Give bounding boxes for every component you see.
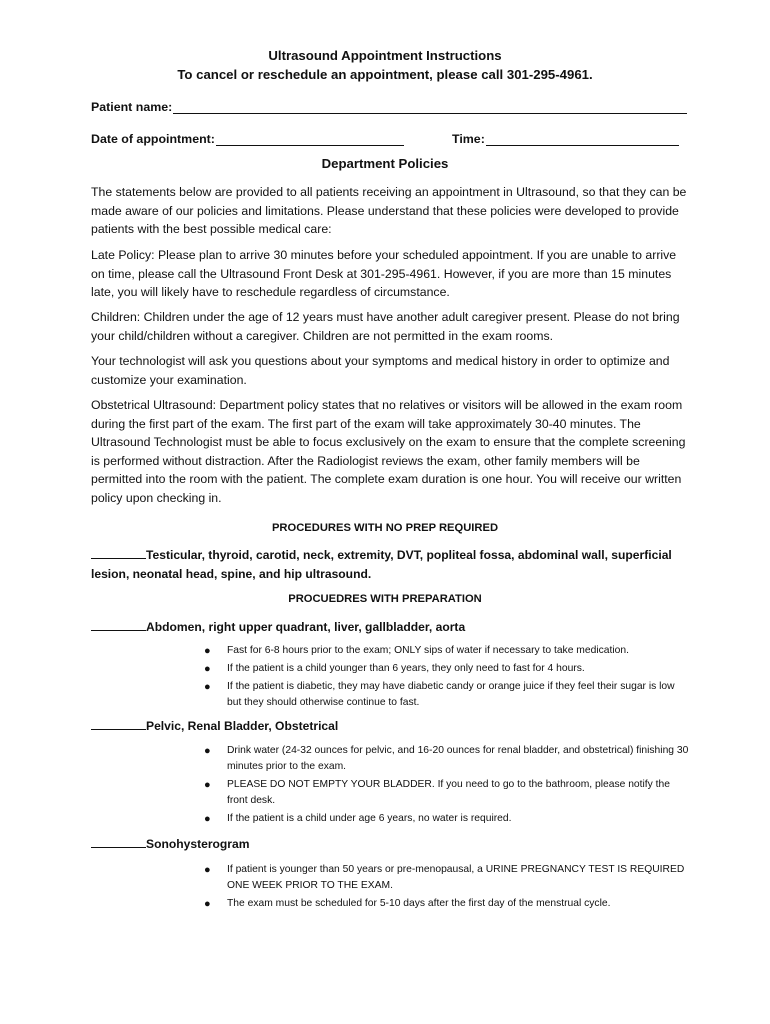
abdomen-check-blank[interactable] — [91, 619, 146, 631]
patient-name-field[interactable] — [91, 100, 687, 114]
appointment-date-field[interactable] — [91, 132, 404, 146]
no-prep-check-blank[interactable] — [91, 547, 146, 559]
procedure-sonohysterogram — [91, 835, 687, 854]
bullet-icon: ● — [204, 898, 211, 911]
no-prep-procedure-text: Testicular, thyroid, carotid, neck, extremity, DVT, popliteal fossa, abdominal wall, superficial lesion, neonatal head, spine, and hip ultrasound. — [91, 548, 672, 581]
pelvic-check-blank[interactable] — [91, 718, 146, 730]
sonohysterogram-instructions-list — [204, 862, 689, 914]
bullet-icon: ● — [204, 779, 211, 792]
appointment-time-field[interactable] — [452, 132, 679, 146]
patient-name-line[interactable] — [173, 101, 687, 114]
bullet-icon: ● — [204, 662, 211, 675]
appointment-date-line[interactable] — [216, 133, 404, 146]
policy-paragraph-technologist: Your technologist will ask you questions about your symptoms and medical history in order to optimize and customize your examination. — [91, 354, 670, 387]
list-item: ● Drink water (24-32 ounces for pelvic, and 16-20 ounces for renal bladder, and obstetrical) finishing 30 minutes prior to the exam. — [204, 745, 689, 773]
document-subtitle: To cancel or reschedule an appointment, please call 301-295-4961. — [177, 67, 593, 82]
procedure-sonohysterogram-title: Sonohysterogram — [146, 837, 250, 851]
list-item: ● PLEASE DO NOT EMPTY YOUR BLADDER. If you need to go to the bathroom, please notify the front desk. — [204, 779, 670, 807]
appointment-time-label: Time: — [452, 132, 485, 146]
document-title: Ultrasound Appointment Instructions — [268, 48, 502, 63]
list-item: ● If the patient is a child under age 6 years, no water is required. — [204, 811, 689, 827]
no-prep-heading: PROCEDURES WITH NO PREP REQUIRED — [271, 522, 499, 534]
list-item: ● If patient is younger than 50 years or pre-menopausal, a URINE PREGNANCY TEST IS REQUIRED ONE WEEK PRIOR TO THE EXAM. — [204, 864, 685, 892]
procedure-pelvic — [91, 717, 687, 736]
policy-paragraph-children: Children: Children under the age of 12 years must have another adult caregiver present. Please do not bring your child/children without a caregiver. Children are not permitted in the exam rooms. — [91, 310, 680, 343]
bullet-icon: ● — [204, 680, 211, 693]
procedure-abdomen — [91, 618, 687, 637]
sonohysterogram-check-blank[interactable] — [91, 836, 146, 848]
department-policies-heading: Department Policies — [321, 156, 449, 171]
list-item: ● If the patient is diabetic, they may have diabetic candy or orange juice if they feel their sugar is low but they should otherwise continue to fast. — [204, 680, 675, 708]
appointment-time-line[interactable] — [486, 133, 679, 146]
list-item: ● If the patient is a child younger than 6 years, they only need to fast for 4 hours. — [204, 661, 689, 677]
list-item: ● Fast for 6-8 hours prior to the exam; ONLY sips of water if necessary to take medication. — [204, 643, 689, 659]
pelvic-instructions-list — [204, 743, 689, 829]
abdomen-instructions-list — [204, 643, 689, 713]
list-item: ● The exam must be scheduled for 5-10 days after the first day of the menstrual cycle. — [204, 896, 689, 912]
procedure-abdomen-title: Abdomen, right upper quadrant, liver, gallbladder, aorta — [146, 620, 466, 634]
policy-paragraph-intro: The statements below are provided to all patients receiving an appointment in Ultrasound, so that they can be made aware of our policies and limitations. Please understand that these policies were developed to provide patients with the best possible medical care: — [91, 185, 687, 237]
policy-paragraph-late: Late Policy: Please plan to arrive 30 minutes before your scheduled appointment. If you are unable to arrive on time, please call the Ultrasound Front Desk at 301-295-4961. However, if you are more than 15 minutes late, you will likely have to reschedule regardless of circumstance. — [91, 248, 677, 300]
bullet-icon: ● — [204, 745, 211, 757]
policy-paragraph-obstetrical: Obstetrical Ultrasound: Department policy states that no relatives or visitors will be allowed in the exam room during the first part of the exam. The first part of the exam will take approximately 30-40 minutes. The Ultrasound Technologist must be able to focus exclusively on the exam to ensure that the complete screening is performed without distraction. After the Radiologist reviews the exam, other family members will be permitted into the room with the patient. The complete exam duration is one hour. You will receive our written policy upon checking in. — [91, 398, 686, 505]
bullet-icon: ● — [204, 645, 211, 657]
bullet-icon: ● — [204, 864, 211, 876]
appointment-date-label: Date of appointment: — [91, 132, 215, 146]
procedure-pelvic-title: Pelvic, Renal Bladder, Obstetrical — [146, 719, 339, 733]
bullet-icon: ● — [204, 813, 211, 826]
prep-heading: PROCUEDRES WITH PREPARATION — [288, 593, 482, 605]
patient-name-label: Patient name: — [91, 100, 173, 114]
no-prep-procedure — [91, 546, 687, 583]
